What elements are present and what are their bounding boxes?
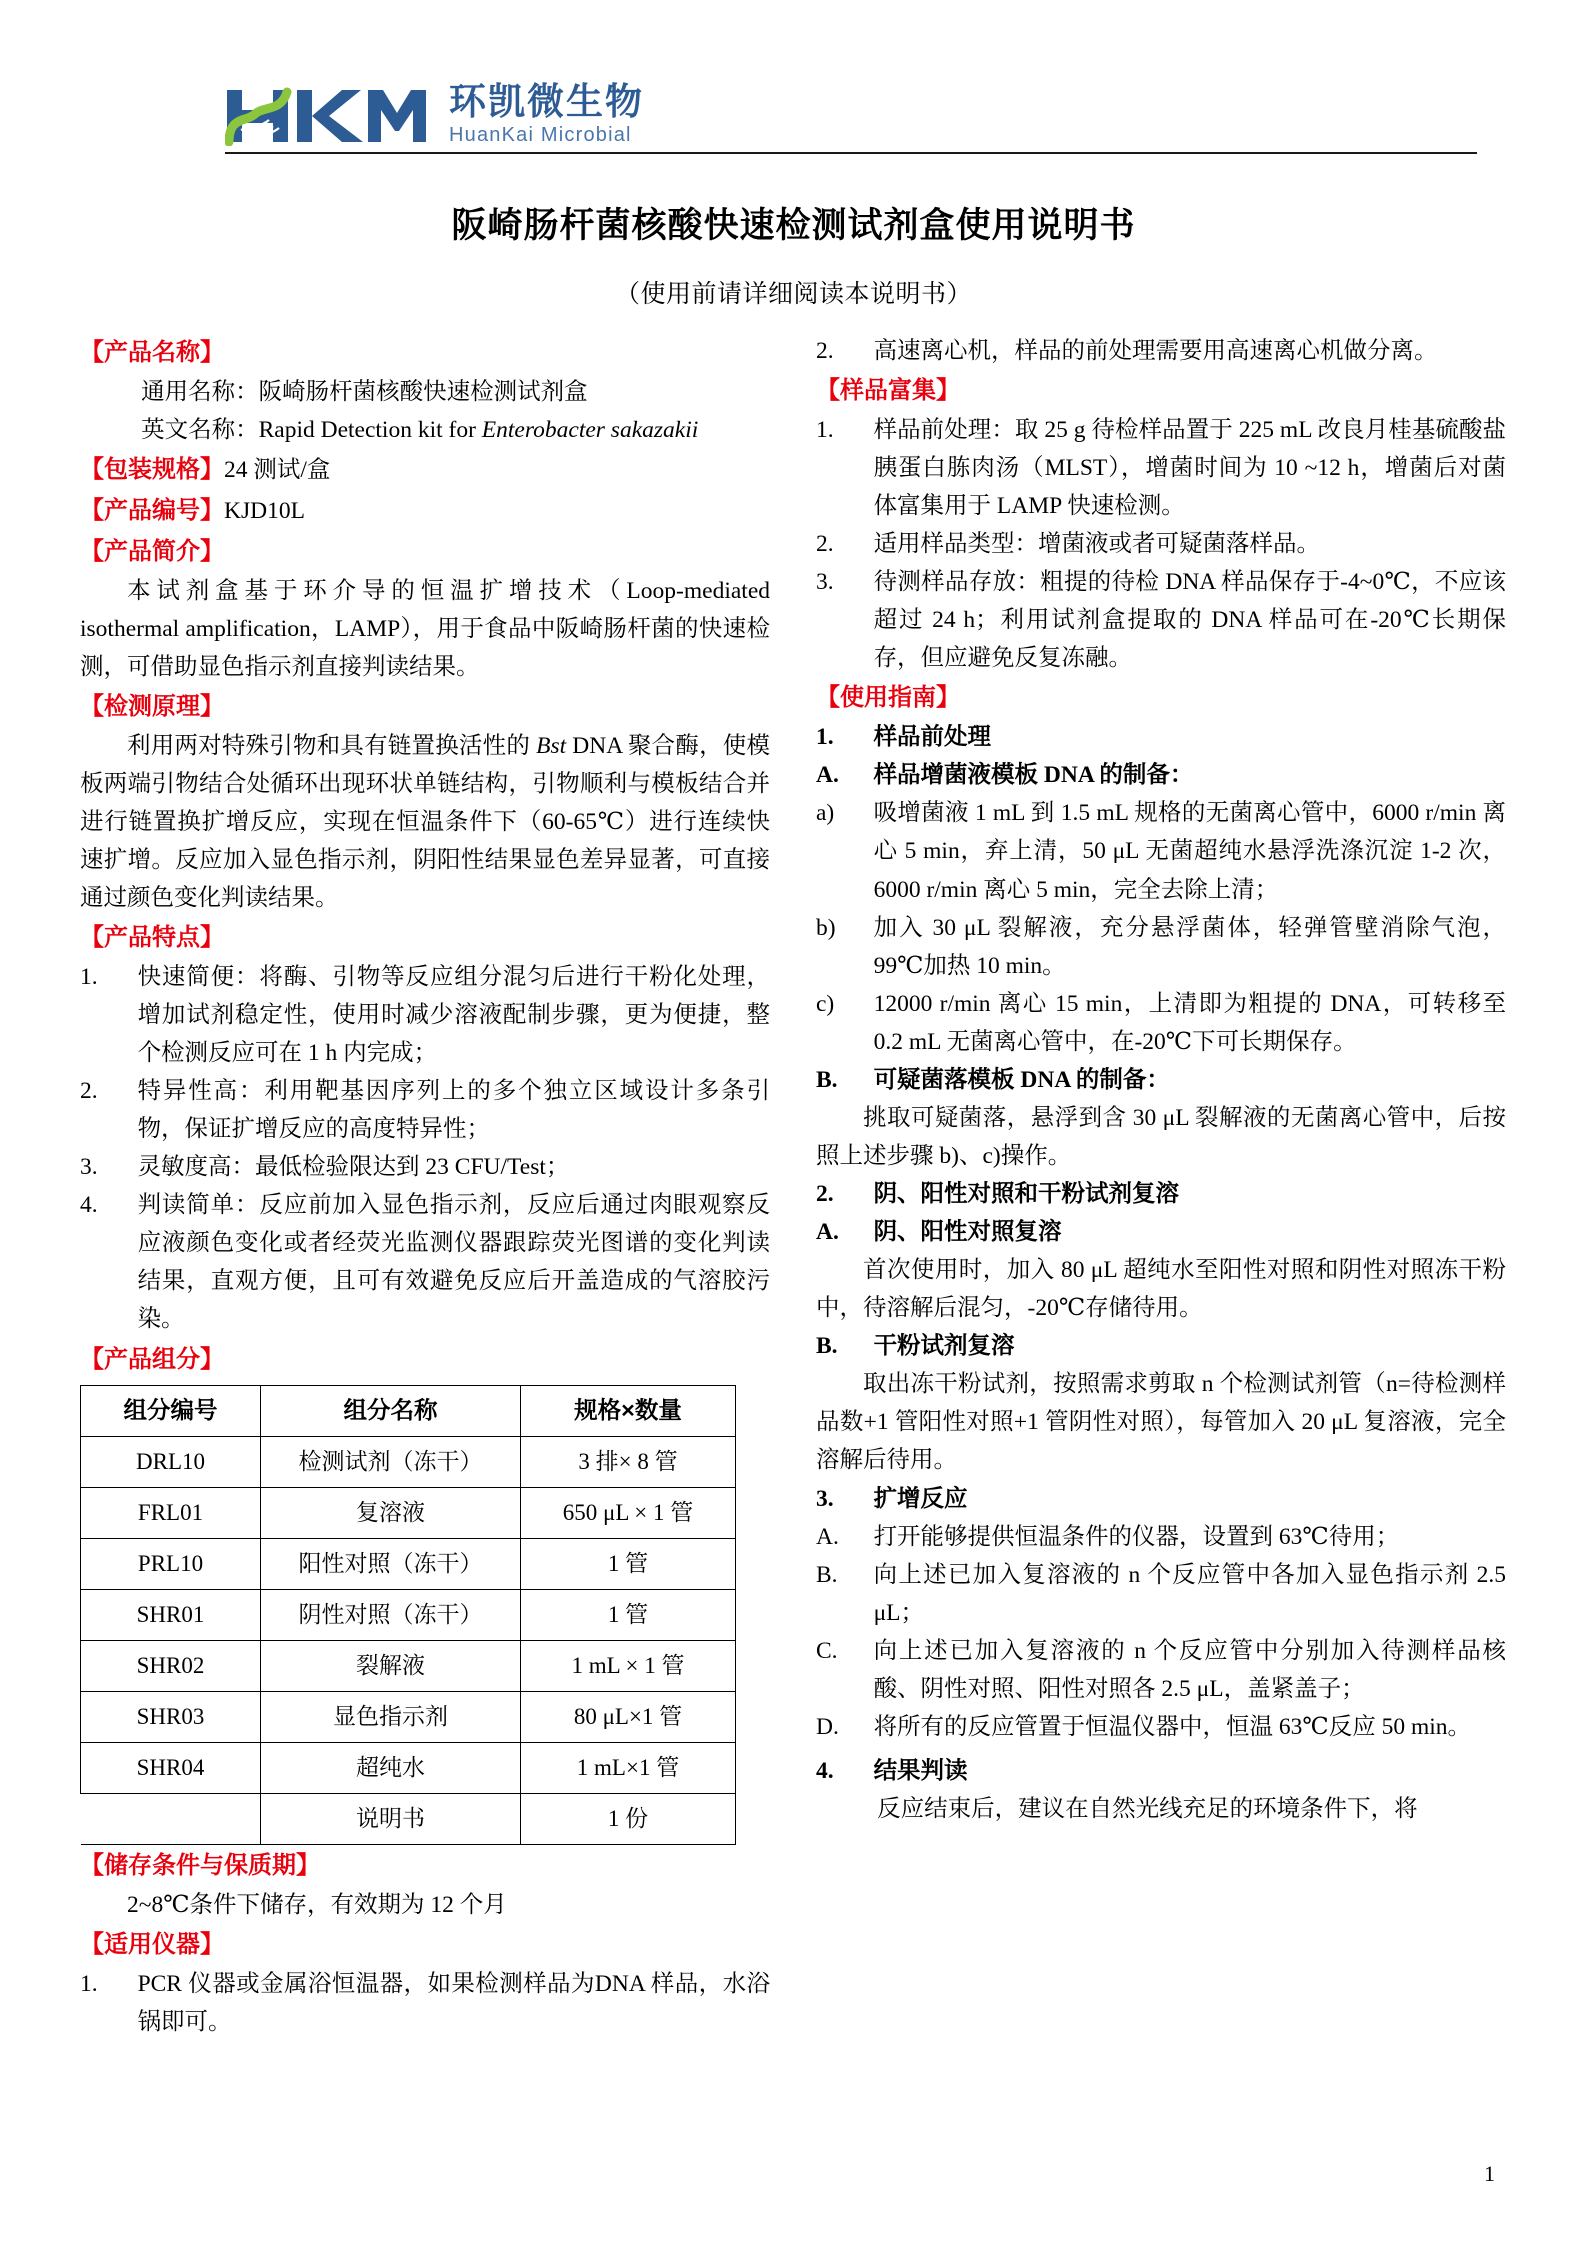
section-instruments-heading: 【适用仪器】 bbox=[80, 1931, 224, 1959]
brand-name-en: HuanKai Microbial bbox=[449, 124, 632, 146]
list-text: 加入 30 μL 裂解液，充分悬浮菌体，轻弹管壁消除气泡，99℃加热 10 min。 bbox=[873, 914, 1506, 979]
packaging-heading: 【包装规格】 bbox=[80, 456, 224, 483]
list-text: 扩增反应 bbox=[873, 1485, 968, 1512]
list-item bbox=[80, 1186, 770, 1338]
cell-name: 显色指示剂 bbox=[261, 1692, 521, 1743]
column-header-name: 组分名称 bbox=[261, 1386, 521, 1437]
list-marker: 2. bbox=[816, 531, 834, 558]
guide-step-4-body: 反应结束后，建议在自然光线充足的环境条件下，将 bbox=[877, 1796, 1418, 1822]
list-item bbox=[80, 1072, 770, 1148]
list-text: 特异性高：利用靶基因序列上的多个独立区域设计多条引物，保证扩增反应的高度特异性； bbox=[137, 1078, 770, 1143]
cell-name: 复溶液 bbox=[261, 1488, 521, 1539]
logo-wordmark bbox=[449, 83, 644, 146]
english-name-value: Rapid Detection kit for bbox=[258, 416, 482, 443]
cell-name: 阳性对照（冻干） bbox=[261, 1539, 521, 1590]
list-marker: B. bbox=[816, 1333, 838, 1360]
list-text: 向上述已加入复溶液的 n 个反应管中分别加入待测样品核酸、阴性对照、阳性对照各 2.5 μL，盖紧盖子； bbox=[873, 1637, 1506, 1702]
list-marker: 2. bbox=[816, 1181, 834, 1207]
guide-step-4 bbox=[816, 1752, 1506, 1790]
cell-name: 超纯水 bbox=[261, 1743, 521, 1794]
list-marker: 2. bbox=[816, 338, 834, 364]
list-marker: 1. bbox=[816, 724, 834, 751]
list-item bbox=[816, 1518, 1506, 1556]
cell-code: SHR04 bbox=[81, 1743, 261, 1794]
guide-step-2a bbox=[816, 1213, 1506, 1251]
column-header-code: 组分编号 bbox=[81, 1386, 261, 1437]
list-marker: A. bbox=[816, 1523, 839, 1550]
principle-body bbox=[80, 727, 770, 917]
product-code-value: KJD10L bbox=[224, 497, 305, 524]
list-marker: 3. bbox=[816, 569, 834, 596]
list-text: 判读简单：反应前加入显色指示剂，反应后通过肉眼观察反应液颜色变化或者经荧光监测仪器跟踪荧光图谱的变化判读结果，直观方便，且可有效避免反应后开盖造成的气溶胶污染。 bbox=[137, 1192, 770, 1333]
english-name-species: Enterobacter sakazakii bbox=[481, 416, 699, 443]
section-storage-heading: 【储存条件与保质期】 bbox=[80, 1852, 320, 1880]
guide-step-2b-body: 取出冻干粉试剂，按照需求剪取 n 个检测试剂管（n=待检测样品数+1 管阳性对照+1 管阴性对照），每管加入 20 μL 复溶液，完全溶解后待用。 bbox=[816, 1371, 1506, 1474]
list-text: 12000 r/min 离心 15 min，上清即为粗提的 DNA，可转移至 0.2 mL 无菌离心管中，在-20℃下可长期保存。 bbox=[873, 990, 1506, 1055]
cell-spec: 1 管 bbox=[521, 1590, 736, 1641]
list-item bbox=[816, 794, 1506, 908]
section-product-code bbox=[80, 492, 770, 531]
table-row bbox=[81, 1488, 736, 1539]
list-marker: 4. bbox=[816, 1757, 834, 1784]
list-marker: B. bbox=[816, 1561, 838, 1588]
guide-step-1b-body: 挑取可疑菌落，悬浮到含 30 μL 裂解液的无菌离心管中，后按照上述步骤 b)、c)操作。 bbox=[816, 1104, 1506, 1169]
list-text: 可疑菌落模板 DNA 的制备： bbox=[873, 1066, 1170, 1093]
list-marker: 1. bbox=[80, 963, 98, 990]
list-text: 阴、阳性对照和干粉试剂复溶 bbox=[873, 1181, 1180, 1207]
list-item bbox=[816, 332, 1506, 370]
section-principle-heading: 【检测原理】 bbox=[80, 692, 224, 720]
list-text: 灵敏度高：最低检验限达到 23 CFU/Test； bbox=[137, 1154, 570, 1181]
right-column bbox=[816, 332, 1506, 1828]
guide-step-1a bbox=[816, 756, 1506, 794]
list-marker: D. bbox=[816, 1713, 839, 1740]
intro-body: 本试剂盒基于环介导的恒温扩增技术（Loop-mediated isothermal amplification，LAMP），用于食品中阪崎肠杆菌的快速检测，可借助显色指示剂直接判读结果。 bbox=[80, 577, 770, 680]
list-text: 适用样品类型：增菌液或者可疑菌落样品。 bbox=[873, 531, 1321, 558]
section-intro-heading: 【产品简介】 bbox=[80, 537, 224, 565]
cell-code: DRL10 bbox=[81, 1437, 261, 1488]
body-columns bbox=[0, 332, 1587, 2041]
cell-name: 裂解液 bbox=[261, 1641, 521, 1692]
list-text: 吸增菌液 1 mL 到 1.5 mL 规格的无菌离心管中，6000 r/min 离心 5 min，弃上清，50 μL 无菌超纯水悬浮洗涤沉淀 1-2 次，6000 r/min 离心 5 min，完全去除上清； bbox=[873, 800, 1506, 903]
page-number: 1 bbox=[1484, 2161, 1495, 2186]
table-row bbox=[81, 1539, 736, 1590]
list-text: 快速简便：将酶、引物等反应组分混匀后进行干粉化处理，增加试剂稳定性，使用时减少溶液配制步骤，更为便捷，整个检测反应可在 1 h 内完成； bbox=[137, 963, 770, 1066]
generic-name-value: 阪崎肠杆菌核酸快速检测试剂盒 bbox=[258, 378, 588, 405]
guide-step-2 bbox=[816, 1175, 1506, 1213]
list-text: 样品增菌液模板 DNA 的制备： bbox=[873, 762, 1194, 789]
cell-name: 说明书 bbox=[261, 1794, 521, 1845]
list-item bbox=[80, 1965, 770, 2041]
guide-step-2a-body: 首次使用时，加入 80 μL 超纯水至阳性对照和阴性对照冻干粉中，待溶解后混匀，-20℃存储待用。 bbox=[816, 1257, 1506, 1322]
cell-spec: 1 mL×1 管 bbox=[521, 1743, 736, 1794]
guide-step-1b bbox=[816, 1061, 1506, 1099]
list-item bbox=[816, 1632, 1506, 1708]
section-product-name-heading: 【产品名称】 bbox=[80, 339, 224, 366]
table-row bbox=[81, 1743, 736, 1794]
list-item bbox=[816, 1708, 1506, 1746]
list-marker: 1. bbox=[80, 1971, 98, 1998]
company-logo bbox=[225, 78, 1477, 146]
section-packaging bbox=[80, 451, 770, 490]
cell-spec: 80 μL×1 管 bbox=[521, 1692, 736, 1743]
list-text: PCR 仪器或金属浴恒温器，如果检测样品为DNA 样品，水浴锅即可。 bbox=[137, 1971, 770, 2036]
list-text: 结果判读 bbox=[873, 1757, 968, 1784]
document-header bbox=[0, 0, 1587, 146]
list-marker: a) bbox=[816, 800, 835, 827]
table-row bbox=[81, 1692, 736, 1743]
page-title: 阪崎肠杆菌核酸快速检测试剂盒使用说明书 bbox=[451, 206, 1136, 245]
product-code-heading: 【产品编号】 bbox=[80, 496, 224, 524]
list-text: 打开能够提供恒温条件的仪器，设置到 63℃待用； bbox=[873, 1523, 1400, 1550]
english-name-label: 英文名称： bbox=[141, 416, 259, 443]
cell-name: 阴性对照（冻干） bbox=[261, 1590, 521, 1641]
section-features-heading: 【产品特点】 bbox=[80, 924, 224, 951]
english-name-line bbox=[80, 411, 770, 449]
list-marker: c) bbox=[816, 990, 835, 1017]
section-enrichment-heading: 【样品富集】 bbox=[816, 377, 960, 405]
list-item bbox=[80, 958, 770, 1072]
list-marker: B. bbox=[816, 1066, 838, 1093]
generic-name-label: 通用名称： bbox=[141, 378, 259, 405]
list-marker: 3. bbox=[80, 1154, 98, 1181]
cell-spec: 650 μL × 1 管 bbox=[521, 1488, 736, 1539]
principle-enzyme-italic: Bst bbox=[536, 732, 567, 759]
section-composition-heading: 【产品组分】 bbox=[80, 1345, 224, 1373]
principle-body-part2: DNA 聚合酶，使模板两端引物结合处循环出现环状单链结构，引物顺利与模板结合并进行链置换扩增反应，实现在恒温条件下（60-65℃）进行连续快速扩增。反应加入显色指示剂，阴阳性结果显色差异显著，可直接通过颜色变化判读结果。 bbox=[80, 732, 770, 911]
list-text: 阴、阳性对照复溶 bbox=[873, 1219, 1062, 1246]
column-header-spec: 规格×数量 bbox=[521, 1386, 736, 1437]
list-text: 样品前处理：取 25 g 待检样品置于 225 mL 改良月桂基硫酸盐胰蛋白胨肉汤（MLST），增菌时间为 10 ~12 h，增菌后对菌体富集用于 LAMP 快速检测。 bbox=[873, 416, 1506, 520]
cell-spec: 3 排× 8 管 bbox=[521, 1437, 736, 1488]
table-row bbox=[81, 1590, 736, 1641]
cell-code-empty bbox=[81, 1794, 261, 1845]
composition-table bbox=[80, 1385, 736, 1845]
list-marker: A. bbox=[816, 762, 839, 789]
list-text: 将所有的反应管置于恒温仪器中，恒温 63℃反应 50 min。 bbox=[873, 1713, 1472, 1740]
generic-name-line bbox=[80, 373, 770, 411]
guide-step-1 bbox=[816, 718, 1506, 756]
list-text: 样品前处理 bbox=[873, 724, 992, 751]
hkm-logo-mark bbox=[225, 86, 435, 146]
list-item bbox=[80, 1148, 770, 1186]
list-text: 干粉试剂复溶 bbox=[873, 1333, 1015, 1360]
left-column bbox=[80, 332, 770, 2041]
list-text: 待测样品存放：粗提的待检 DNA 样品保存于-4~0℃，不应该超过 24 h；利用试剂盒提取的 DNA 样品可在-20℃长期保存，但应避免反复冻融。 bbox=[873, 569, 1506, 672]
list-marker: 2. bbox=[80, 1078, 98, 1105]
table-row bbox=[81, 1437, 736, 1488]
list-item bbox=[816, 985, 1506, 1061]
section-guide-heading: 【使用指南】 bbox=[816, 684, 960, 712]
page-subtitle: （使用前请详细阅读本说明书） bbox=[614, 281, 972, 308]
cell-spec: 1 管 bbox=[521, 1539, 736, 1590]
table-row bbox=[81, 1641, 736, 1692]
guide-step-2b bbox=[816, 1327, 1506, 1365]
list-marker: 3. bbox=[816, 1485, 834, 1512]
list-item bbox=[816, 525, 1506, 563]
cell-spec: 1 mL × 1 管 bbox=[521, 1641, 736, 1692]
list-marker: 4. bbox=[80, 1192, 98, 1219]
list-item bbox=[816, 909, 1506, 985]
list-item bbox=[816, 411, 1506, 525]
principle-body-part1: 利用两对特殊引物和具有链置换活性的 bbox=[127, 732, 537, 759]
list-item bbox=[816, 563, 1506, 677]
list-marker: A. bbox=[816, 1219, 839, 1246]
cell-code: SHR03 bbox=[81, 1692, 261, 1743]
header-divider bbox=[225, 152, 1477, 154]
list-marker: C. bbox=[816, 1637, 838, 1664]
list-marker: b) bbox=[816, 914, 836, 941]
cell-code: SHR01 bbox=[81, 1590, 261, 1641]
cell-name: 检测试剂（冻干） bbox=[261, 1437, 521, 1488]
guide-step-3 bbox=[816, 1480, 1506, 1518]
brand-name-cn: 环凯微生物 bbox=[449, 81, 644, 123]
list-item bbox=[816, 1556, 1506, 1632]
table-header-row bbox=[81, 1386, 736, 1437]
list-text: 向上述已加入复溶液的 n 个反应管中各加入显色指示剂 2.5 μL； bbox=[873, 1561, 1506, 1626]
cell-spec: 1 份 bbox=[521, 1794, 736, 1845]
packaging-value: 24 测试/盒 bbox=[224, 457, 331, 483]
list-text: 高速离心机，样品的前处理需要用高速离心机做分离。 bbox=[873, 338, 1438, 364]
cell-code: FRL01 bbox=[81, 1488, 261, 1539]
list-marker: 1. bbox=[816, 416, 834, 443]
cell-code: SHR02 bbox=[81, 1641, 261, 1692]
cell-code: PRL10 bbox=[81, 1539, 261, 1590]
table-row bbox=[81, 1794, 736, 1845]
storage-body: 2~8℃条件下储存，有效期为 12 个月 bbox=[127, 1892, 507, 1919]
